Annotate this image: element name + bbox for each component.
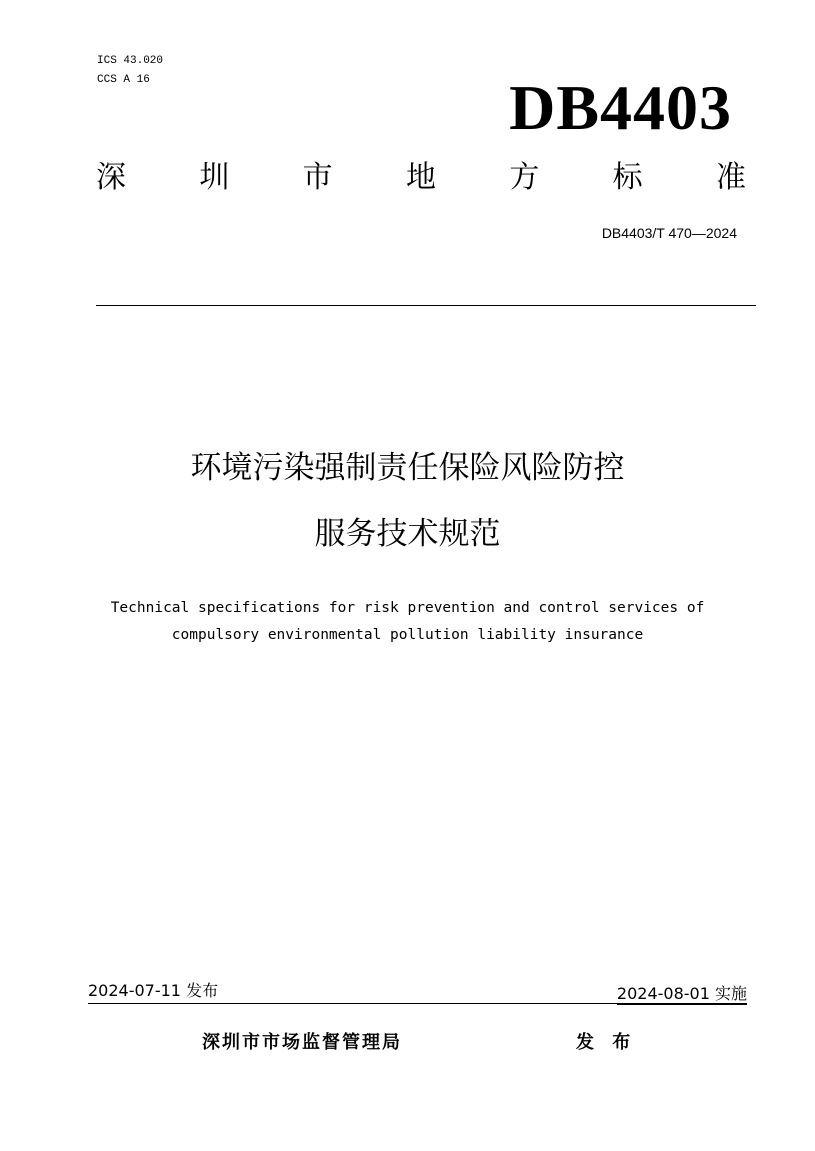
title-chinese-line-2: 服务技术规范 xyxy=(314,516,501,552)
standard-type-char: 准 xyxy=(715,160,746,195)
standard-code: DB4403 xyxy=(509,72,732,143)
standard-type-char: 地 xyxy=(405,160,436,195)
publish-label: 发 布 xyxy=(576,1032,637,1053)
classification-codes xyxy=(97,52,163,90)
issue-date: 2024-07-11 发布 xyxy=(88,981,219,1000)
title-english-line-1: Technical specifications for risk prevention and control services of xyxy=(110,600,705,616)
title-chinese-line-1: 环境污染强制责任保险风险防控 xyxy=(190,450,625,486)
ics-code: ICS 43.020 xyxy=(97,55,164,67)
standard-type xyxy=(96,158,746,198)
publisher: 深圳市市场监督管理局 xyxy=(202,1032,402,1053)
standard-type-char: 圳 xyxy=(199,160,230,195)
ccs-code: CCS A 16 xyxy=(97,74,150,86)
standard-type-char: 标 xyxy=(612,160,643,195)
footer-divider xyxy=(88,1003,747,1004)
implementation-date: 2024-08-01 实施 xyxy=(616,984,747,1003)
standard-type-char: 深 xyxy=(96,160,126,195)
standard-type-char: 方 xyxy=(509,160,540,195)
header-divider xyxy=(96,305,756,306)
standard-number: DB4403/T 470—2024 xyxy=(601,225,737,241)
standard-type-char: 市 xyxy=(302,160,333,195)
title-english-line-2: compulsory environmental pollution liability insurance xyxy=(171,627,644,643)
